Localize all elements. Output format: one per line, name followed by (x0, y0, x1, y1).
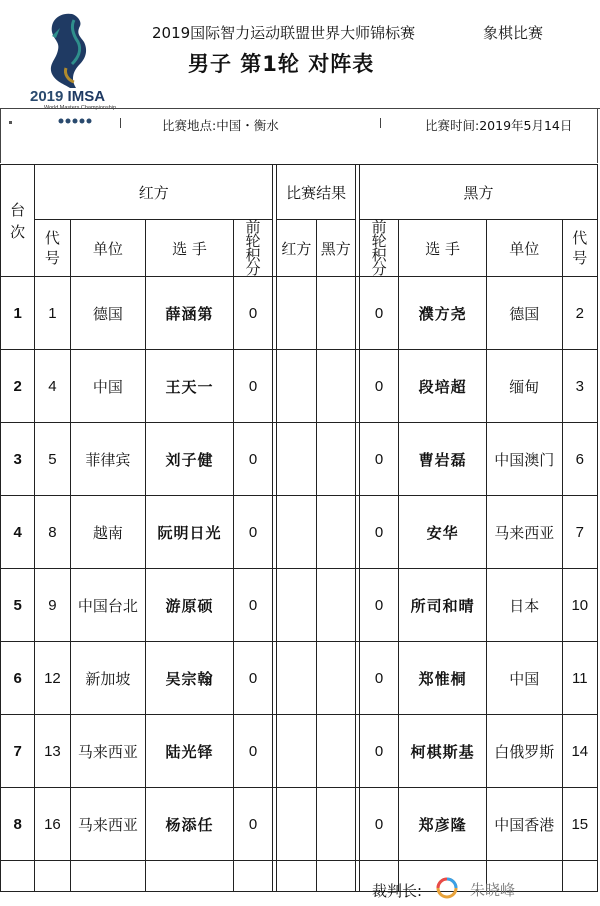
tail-cell (277, 861, 316, 892)
red-points: 0 (233, 496, 272, 569)
black-unit: 中国澳门 (486, 423, 562, 496)
result-red-cell (277, 642, 316, 715)
tick-mark (380, 118, 381, 128)
red-unit: 新加坡 (70, 642, 146, 715)
table-number: 5 (1, 569, 35, 642)
red-player: 刘子健 (146, 423, 234, 496)
red-code-header (35, 220, 70, 277)
table-number: 4 (1, 496, 35, 569)
black-side-header: 黑方 (359, 165, 597, 220)
table-number: 8 (1, 788, 35, 861)
result-red-cell (277, 569, 316, 642)
black-unit-header: 单位 (486, 220, 562, 277)
red-points: 0 (233, 788, 272, 861)
black-player: 所司和晴 (399, 569, 487, 642)
black-player: 柯棋斯基 (399, 715, 487, 788)
red-unit: 马来西亚 (70, 715, 146, 788)
table-row (1, 496, 598, 569)
red-unit: 德国 (70, 277, 146, 350)
result-header: 比赛结果 (277, 165, 356, 220)
black-points: 0 (359, 569, 398, 642)
logo-dots-icon (58, 118, 92, 124)
logo-brand: IMSA (67, 88, 106, 105)
black-prev-points-header (359, 220, 398, 277)
black-unit: 白俄罗斯 (486, 715, 562, 788)
corner-mark (9, 121, 12, 124)
result-black-cell (316, 423, 355, 496)
red-unit: 中国 (70, 350, 146, 423)
black-player: 郑彦隆 (399, 788, 487, 861)
black-code-header-label: 代号 (572, 229, 588, 267)
red-player: 薛涵第 (146, 277, 234, 350)
tail-cell (35, 861, 70, 892)
table-number: 1 (1, 277, 35, 350)
black-code: 7 (562, 496, 597, 569)
black-code: 14 (562, 715, 597, 788)
event-tag: 象棋比赛 (483, 24, 544, 42)
black-unit: 中国香港 (486, 788, 562, 861)
result-red-header: 红方 (277, 220, 316, 277)
red-player: 阮明日光 (146, 496, 234, 569)
tick-mark (120, 118, 121, 128)
black-player: 郑惟桐 (399, 642, 487, 715)
tail-cell (1, 861, 35, 892)
red-points: 0 (233, 350, 272, 423)
tail-cell (233, 861, 272, 892)
red-code: 9 (35, 569, 70, 642)
table-number: 6 (1, 642, 35, 715)
table-no-header (1, 165, 35, 277)
black-points: 0 (359, 350, 398, 423)
table-no-header-label: 台次 (10, 200, 26, 241)
result-red-cell (277, 423, 316, 496)
logo-subtitle: World Masters Championship (44, 105, 117, 111)
result-black-cell (316, 569, 355, 642)
venue-text: 比赛地点:中国・衡水 (162, 118, 279, 133)
red-unit: 菲律宾 (70, 423, 146, 496)
result-red-cell (277, 350, 316, 423)
red-code: 5 (35, 423, 70, 496)
red-points: 0 (233, 715, 272, 788)
table-row (1, 277, 598, 350)
table-row (1, 715, 598, 788)
red-unit: 马来西亚 (70, 788, 146, 861)
tail-cell (316, 861, 355, 892)
result-red-cell (277, 496, 316, 569)
black-points: 0 (359, 788, 398, 861)
red-code: 16 (35, 788, 70, 861)
black-unit: 缅甸 (486, 350, 562, 423)
black-unit: 德国 (486, 277, 562, 350)
black-prev-points-label: 前轮积分 (371, 218, 387, 278)
red-unit: 中国台北 (70, 569, 146, 642)
result-black-cell (316, 277, 355, 350)
header-divider (0, 108, 600, 109)
red-player: 游原硕 (146, 569, 234, 642)
table-row (1, 423, 598, 496)
table-row (1, 642, 598, 715)
black-unit: 日本 (486, 569, 562, 642)
result-black-cell (316, 788, 355, 861)
logo-year: 2019 (30, 88, 64, 105)
logo-wordmark (30, 88, 105, 105)
watermark-logo-icon (436, 877, 458, 899)
red-player-header: 选 手 (146, 220, 234, 277)
result-black-cell (316, 496, 355, 569)
red-points: 0 (233, 569, 272, 642)
black-unit: 中国 (486, 642, 562, 715)
result-black-cell (316, 350, 355, 423)
table-row (1, 788, 598, 861)
referee-label: 裁判长: (372, 882, 423, 900)
tail-cell (562, 861, 597, 892)
red-side-header: 红方 (35, 165, 273, 220)
black-code: 3 (562, 350, 597, 423)
result-red-cell (277, 715, 316, 788)
result-red-cell (277, 788, 316, 861)
table-row (1, 569, 598, 642)
result-black-header: 黑方 (316, 220, 355, 277)
red-player: 陆光铎 (146, 715, 234, 788)
black-code: 6 (562, 423, 597, 496)
black-player: 濮方尧 (399, 277, 487, 350)
result-black-cell (316, 715, 355, 788)
tail-cell (70, 861, 146, 892)
black-points: 0 (359, 277, 398, 350)
black-player: 安华 (399, 496, 487, 569)
pairing-table (0, 164, 598, 892)
date-text: 比赛时间:2019年5月14日 (425, 118, 573, 133)
black-code: 11 (562, 642, 597, 715)
red-unit: 越南 (70, 496, 146, 569)
event-title: 2019国际智力运动联盟世界大师锦标赛 (152, 24, 416, 42)
watermark-text: 朱晓峰 (470, 881, 516, 899)
tail-cell (146, 861, 234, 892)
black-unit: 马来西亚 (486, 496, 562, 569)
red-unit-header: 单位 (70, 220, 146, 277)
table-row (1, 350, 598, 423)
black-code: 15 (562, 788, 597, 861)
black-code: 2 (562, 277, 597, 350)
header-row-top (1, 165, 598, 220)
table-number: 2 (1, 350, 35, 423)
red-player: 杨添任 (146, 788, 234, 861)
header-row-bottom (1, 220, 598, 277)
black-code: 10 (562, 569, 597, 642)
red-points: 0 (233, 277, 272, 350)
result-black-cell (316, 642, 355, 715)
red-code: 4 (35, 350, 70, 423)
result-red-cell (277, 277, 316, 350)
red-points: 0 (233, 423, 272, 496)
red-prev-points-header (233, 220, 272, 277)
black-points: 0 (359, 642, 398, 715)
black-player-header: 选 手 (399, 220, 487, 277)
table-number: 3 (1, 423, 35, 496)
black-points: 0 (359, 496, 398, 569)
red-code: 13 (35, 715, 70, 788)
red-code: 1 (35, 277, 70, 350)
table-number: 7 (1, 715, 35, 788)
black-player: 段培超 (399, 350, 487, 423)
black-points: 0 (359, 715, 398, 788)
frame-right (597, 108, 598, 163)
red-code: 8 (35, 496, 70, 569)
black-points: 0 (359, 423, 398, 496)
red-code-header-label: 代号 (44, 229, 60, 267)
black-player: 曹岩磊 (399, 423, 487, 496)
red-code: 12 (35, 642, 70, 715)
black-code-header (562, 220, 597, 277)
red-player: 吴宗翰 (146, 642, 234, 715)
red-prev-points-label: 前轮积分 (245, 218, 261, 278)
page-title: 男子 第1轮 对阵表 (188, 52, 375, 76)
frame-left (0, 108, 1, 163)
red-points: 0 (233, 642, 272, 715)
red-player: 王天一 (146, 350, 234, 423)
